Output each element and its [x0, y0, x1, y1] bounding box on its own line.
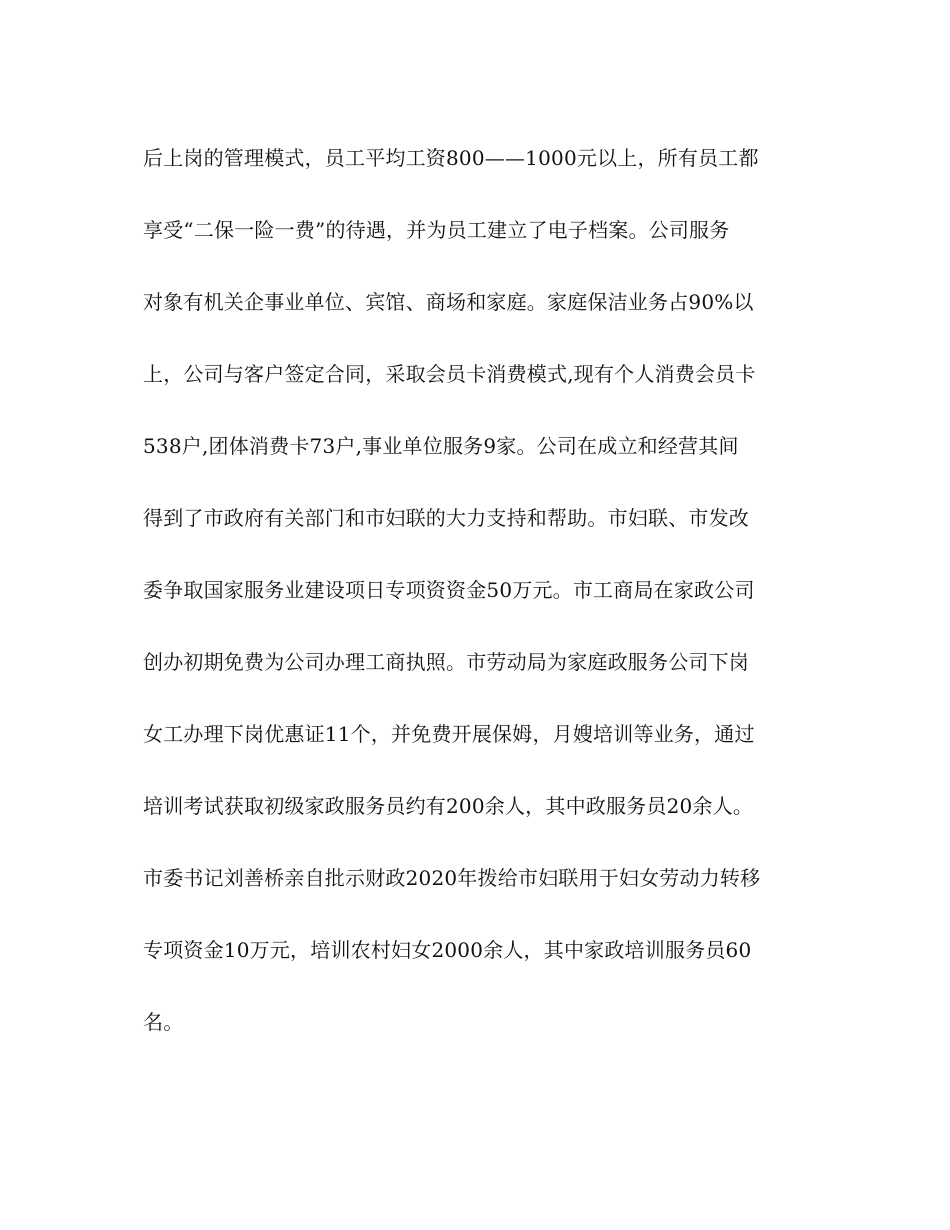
- paragraph-line: 对象有机关企事业单位、宾馆、商场和家庭。家庭保洁业务占90%以: [143, 290, 754, 314]
- paragraph-line: 市委书记刘善桥亲自批示财政2020年拨给市妇联用于妇女劳动力转移: [143, 866, 761, 890]
- body-paragraph: [143, 140, 823, 1076]
- paragraph-line: 得到了市政府有关部门和市妇联的大力支持和帮助。市妇联、市发改: [143, 506, 749, 530]
- paragraph-line: 上，公司与客户签定合同，采取会员卡消费模式,现有个人消费会员卡: [143, 362, 756, 386]
- paragraph-line: 创办初期免费为公司办理工商执照。市劳动局为家庭政服务公司下岗: [143, 650, 749, 674]
- paragraph-line: 专项资金10万元，培训农村妇女2000余人，其中家政培训服务员60: [143, 938, 752, 962]
- paragraph-line: 委争取国家服务业建设项日专项资资金50万元。市工商局在家政公司: [143, 578, 755, 602]
- paragraph-line: 培训考试获取初级家政服务员约有200余人，其中政服务员20余人。: [143, 794, 754, 818]
- paragraph-line: 女工办理下岗优惠证11个，并免费开展保姆，月嫂培训等业务，通过: [143, 722, 755, 746]
- paragraph-line: 享受“二保一险一费”的待遇，并为员工建立了电子档案。公司服务: [143, 218, 730, 242]
- paragraph-line: 后上岗的管理模式，员工平均工资800——1000元以上，所有员工都: [143, 146, 759, 170]
- paragraph-line: 538户,团体消费卡73户,事业单位服务9家。公司在成立和经营其间: [143, 434, 739, 458]
- paragraph-line: 名。: [143, 1010, 184, 1034]
